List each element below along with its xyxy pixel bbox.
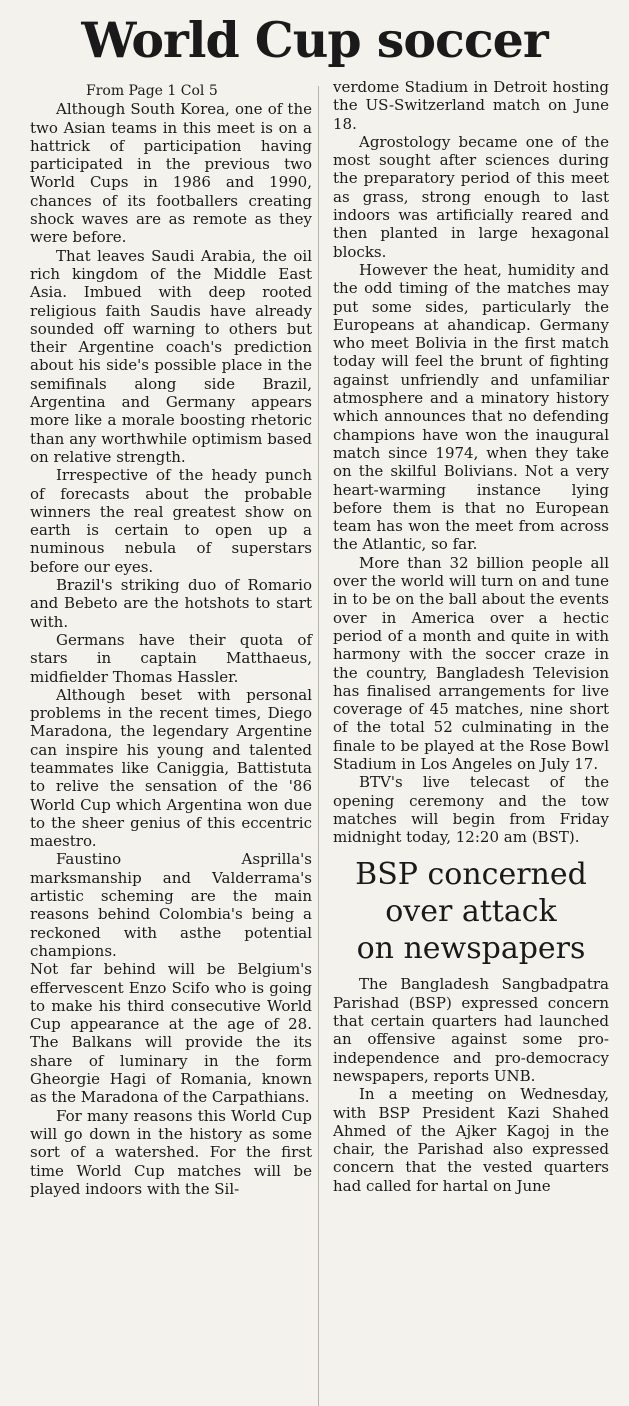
headline: World Cup soccer	[81, 11, 548, 69]
secondary-headline-line: on newspapers	[356, 931, 586, 967]
article-paragraph: More than 32 billion people all over the world will turn on and tune in to be on the ball about the events over in America over a hectic period of a month and quite in with harmony with the soccer craze in the country, Bangladesh Television has finalised arrangements for live coverage of 45 matches, nine short of the total 52 culminating in the finale to be played at the Rose Bowl Stadium in Los Angeles on July 17.	[333, 553, 609, 773]
right-column	[333, 78, 609, 1195]
article-paragraph: BTV's live telecast of the opening ceremony and the tow matches will begin from Friday midnight today, 12:20 am (BST).	[333, 773, 609, 847]
article-paragraph: Germans have their quota of stars in captain Matthaeus, midfielder Thomas Hassler.	[30, 630, 312, 686]
continued-from-line: From Page 1 Col 5	[86, 83, 218, 99]
left-column	[30, 82, 312, 1198]
article-paragraph: That leaves Saudi Arabia, the oil rich kingdom of the Middle East Asia. Imbued with deep rooted religious faith Saudis have already sounded off warning to others but their Argentine coach's prediction about his side's possible place in the semifinals along side Brazil, Argentina and Germany appears more like a morale boosting rhetoric than any worthwhile optimism based on relative strength.	[30, 246, 312, 466]
secondary-headline-line: over attack	[385, 894, 557, 930]
article-paragraph: However the heat, humidity and the odd timing of the matches may put some sides, particularly the Europeans at ahandicap. Germany who meet Bolivia in the first match today will feel the brunt of fighting against unfriendly and unfamiliar atmosphere and a minatory history which announces that no defending champions have won the inaugural match since 1974, when they take on the skilful Bolivians. Not a very heart-warming instance lying before them is that no European team has won the meet from across the Atlantic, so far.	[333, 260, 609, 554]
article-paragraph: In a meeting on Wednesday, with BSP President Kazi Shahed Ahmed of the Ajker Kagoj in the chair, the Parishad also expressed concern that the vested quarters had called for hartal on June	[333, 1085, 609, 1195]
article-paragraph: Although beset with personal problems in the recent times, Diego Maradona, the legendary Argentine can inspire his young and talented teammates like Caniggia, Battistuta to relive the sensation of the '86 World Cup which Argentina won due to the sheer genius of this eccentric maestro.	[30, 685, 312, 851]
article-paragraph: Not far behind will be Belgium's effervescent Enzo Scifo who is going to make his third consecutive World Cup appearance at the age of 28. The Balkans will provide the its share of luminary in the form Gheorgie Hagi of Romania, known as the Maradona of the Carpathians.	[30, 960, 312, 1107]
article-paragraph: The Bangladesh Sangbadpatra Parishad (BSP) expressed concern that certain quarters had launched an offensive against some pro-independence and pro-democracy newspapers, reports UNB.	[333, 975, 609, 1085]
article-paragraph: For many reasons this World Cup will go down in the history as some sort of a watershed. For the first time World Cup matches will be played indoors with the Sil-	[30, 1106, 312, 1198]
article-paragraph: Brazil's striking duo of Romario and Bebeto are the hotshots to start with.	[30, 576, 312, 631]
article-paragraph: Although South Korea, one of the two Asian teams in this meet is on a hattrick of participation having participated in the previous two World Cups in 1986 and 1990, chances of its footballers creating shock waves are as remote as they were before.	[30, 100, 312, 247]
secondary-headline	[333, 856, 609, 967]
column-divider	[318, 86, 319, 1406]
article-paragraph: Irrespective of the heady punch of forecasts about the probable winners the real greatest show on earth is certain to open up a numinous nebula of superstars before our eyes.	[30, 466, 312, 576]
article-paragraph: verdome Stadium in Detroit hosting the US-Switzerland match on June 18.	[333, 78, 609, 133]
secondary-headline-line: BSP concerned	[355, 857, 587, 893]
article-paragraph: Faustino Asprilla's marksmanship and Valderrama's artistic scheming are the main reasons behind Colombia's being a reckoned with asthe potential champions.	[30, 850, 312, 960]
article-paragraph: Agrostology became one of the most sought after sciences during the preparatory period of this meet as grass, strong enough to last indoors was artificially reared and then planted in large hexagonal blocks.	[333, 132, 609, 261]
